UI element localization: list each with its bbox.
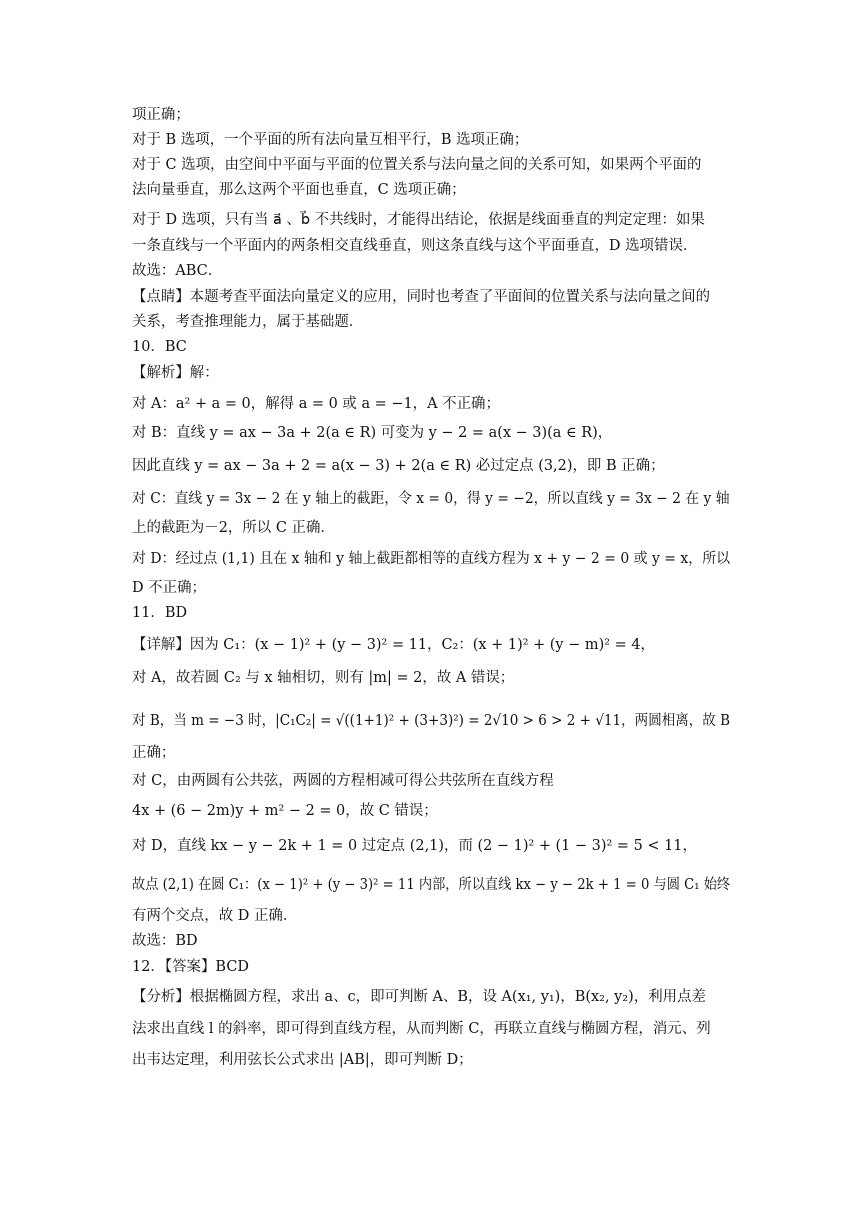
text-line: 法向量垂直，那么这两个平面也垂直，C 选项正确；	[132, 182, 466, 198]
math-line: 对 A：a² + a = 0，解得 a = 0 或 a = −1，A 不正确；	[132, 396, 500, 412]
math-line: 对 D，直线 kx − y − 2k + 1 = 0 过定点 (2,1)，而 (2 − 1)² + (1 − 3)² = 5 < 11，	[132, 838, 697, 854]
text-line: 对于 D 选项，只有当 a⃗ 、b⃗ 不共线时，才能得出结论，依据是线面垂直的判定定理：如果	[132, 212, 705, 228]
text-line: 对 C，由两圆有公共弦，两圆的方程相减可得公共弦所在直线方程	[132, 773, 554, 789]
math-line: 【分析】根据椭圆方程，求出 a、c，即可判断 A、B，设 A(x₁, y₁)，B(x₂, y₂)，利用点差	[132, 989, 707, 1005]
math-line: 对 C：直线 y = 3x − 2 在 y 轴上的截距，令 x = 0，得 y = −2，所以直线 y = 3x − 2 在 y 轴	[132, 491, 730, 507]
text-line: 项正确；	[132, 107, 190, 123]
text-line: 对于 B 选项，一个平面的所有法向量互相平行，B 选项正确；	[132, 132, 529, 148]
text-line: 对于 C 选项，由空间中平面与平面的位置关系与法向量之间的关系可知，如果两个平面的	[132, 157, 702, 173]
question-number: 10．BC	[132, 339, 187, 355]
text-line: 上的截距为－2，所以 C 正确．	[132, 520, 335, 536]
math-line: 对 D：经过点 (1,1) 且在 x 轴和 y 轴上截距都相等的直线方程为 x + y − 2 = 0 或 y = x，所以	[132, 551, 731, 567]
text-line: 正确；	[132, 745, 176, 761]
text-line: 有两个交点，故 D 正确．	[132, 908, 298, 924]
math-line: 出韦达定理，利用弦长公式求出 |AB|，即可判断 D；	[132, 1052, 473, 1068]
text-line: 一条直线与一个平面内的两条相交直线垂直，则这条直线与这个平面垂直，D 选项错误．	[132, 238, 698, 254]
math-line: 故点 (2,1) 在圆 C₁：(x − 1)² + (y − 3)² = 11 内部，所以直线 kx − y − 2k + 1 = 0 与圆 C₁ 始终	[132, 877, 731, 893]
text-line: 故选：ABC．	[132, 263, 223, 279]
text-line: 法求出直线 l 的斜率，即可得到直线方程，从而判断 C，再联立直线与椭圆方程，消元、列	[132, 1021, 711, 1037]
math-line: 因此直线 y = ax − 3a + 2 = a(x − 3) + 2(a ∈ R) 必过定点 (3,2)，即 B 正确；	[132, 458, 665, 474]
math-line: 4x + (6 − 2m)y + m² − 2 = 0，故 C 错误；	[132, 803, 438, 819]
question-number: 11．BD	[132, 605, 188, 621]
text-line: 故选：BD	[132, 933, 198, 949]
question-number: 12．【答案】BCD	[132, 959, 249, 975]
math-line: 对 B，当 m = −3 时，|C₁C₂| = √((1+1)² + (3+3)²) = 2√10 > 6 > 2 + √11，两圆相离，故 B	[132, 713, 731, 729]
math-line: 对 A，故若圆 C₂ 与 x 轴相切，则有 |m| = 2，故 A 错误；	[132, 670, 515, 686]
math-line: 【详解】因为 C₁：(x − 1)² + (y − 3)² = 11，C₂：(x + 1)² + (y − m)² = 4，	[132, 637, 655, 653]
text-line: 【解析】解：	[132, 365, 219, 381]
text-line: D 不正确；	[132, 580, 206, 596]
text-line: 【点睛】本题考查平面法向量定义的应用，同时也考查了平面间的位置关系与法向量之间的	[132, 289, 711, 305]
text-line: 关系，考查推理能力，属于基础题．	[132, 314, 364, 330]
math-line: 对 B：直线 y = ax − 3a + 2(a ∈ R) 可变为 y − 2 = a(x − 3)(a ∈ R)，	[132, 425, 613, 441]
